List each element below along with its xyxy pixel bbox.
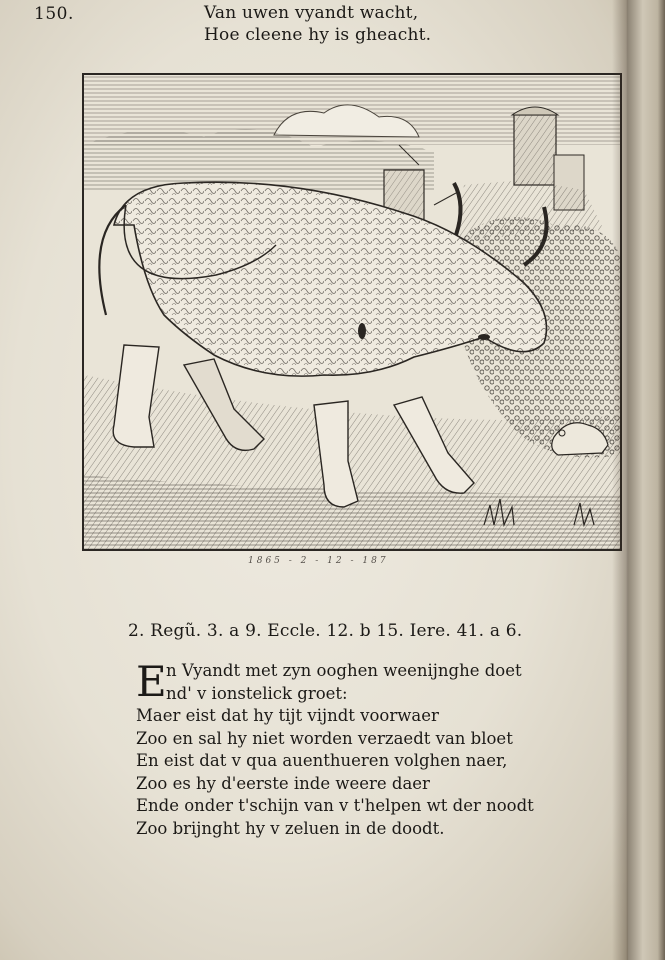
- verse-line: nd' v ionstelick groet:: [166, 683, 348, 703]
- verse: [136, 657, 576, 840]
- bull-and-mouse-engraving: [84, 75, 620, 549]
- motto-line: Hoe cleene hy is gheacht.: [204, 25, 432, 45]
- verse-line: Maer eist dat hy tijt vijndt voorwaer: [136, 706, 439, 725]
- drop-cap: E: [136, 657, 167, 706]
- scripture-references: 2. Regũ. 3. a 9. Eccle. 12. b 15. Iere. 41. a 6.: [128, 621, 523, 641]
- adjacent-page-edge: [628, 0, 665, 960]
- verse-line: En eist dat v qua auenthueren volghen naer,: [136, 751, 508, 770]
- verse-line: Zoo es hy d'eerste inde weere daer: [136, 773, 430, 793]
- engraving-plate: [82, 73, 622, 551]
- verse-line: Ende onder t'schijn van v t'helpen wt der noodt: [136, 796, 534, 815]
- plate-number: 1865 - 2 - 12 - 187: [248, 556, 389, 566]
- motto: [204, 2, 444, 46]
- motto-line: Van uwen vyandt wacht,: [204, 3, 419, 23]
- verse-line: n Vyandt met zyn ooghen weenijnghe doet: [166, 661, 522, 680]
- page-number: 150.: [34, 4, 74, 24]
- verse-line: Zoo en sal hy niet worden verzaedt van bloet: [136, 728, 513, 748]
- verse-line: Zoo brijnght hy v zeluen in de doodt.: [136, 818, 445, 838]
